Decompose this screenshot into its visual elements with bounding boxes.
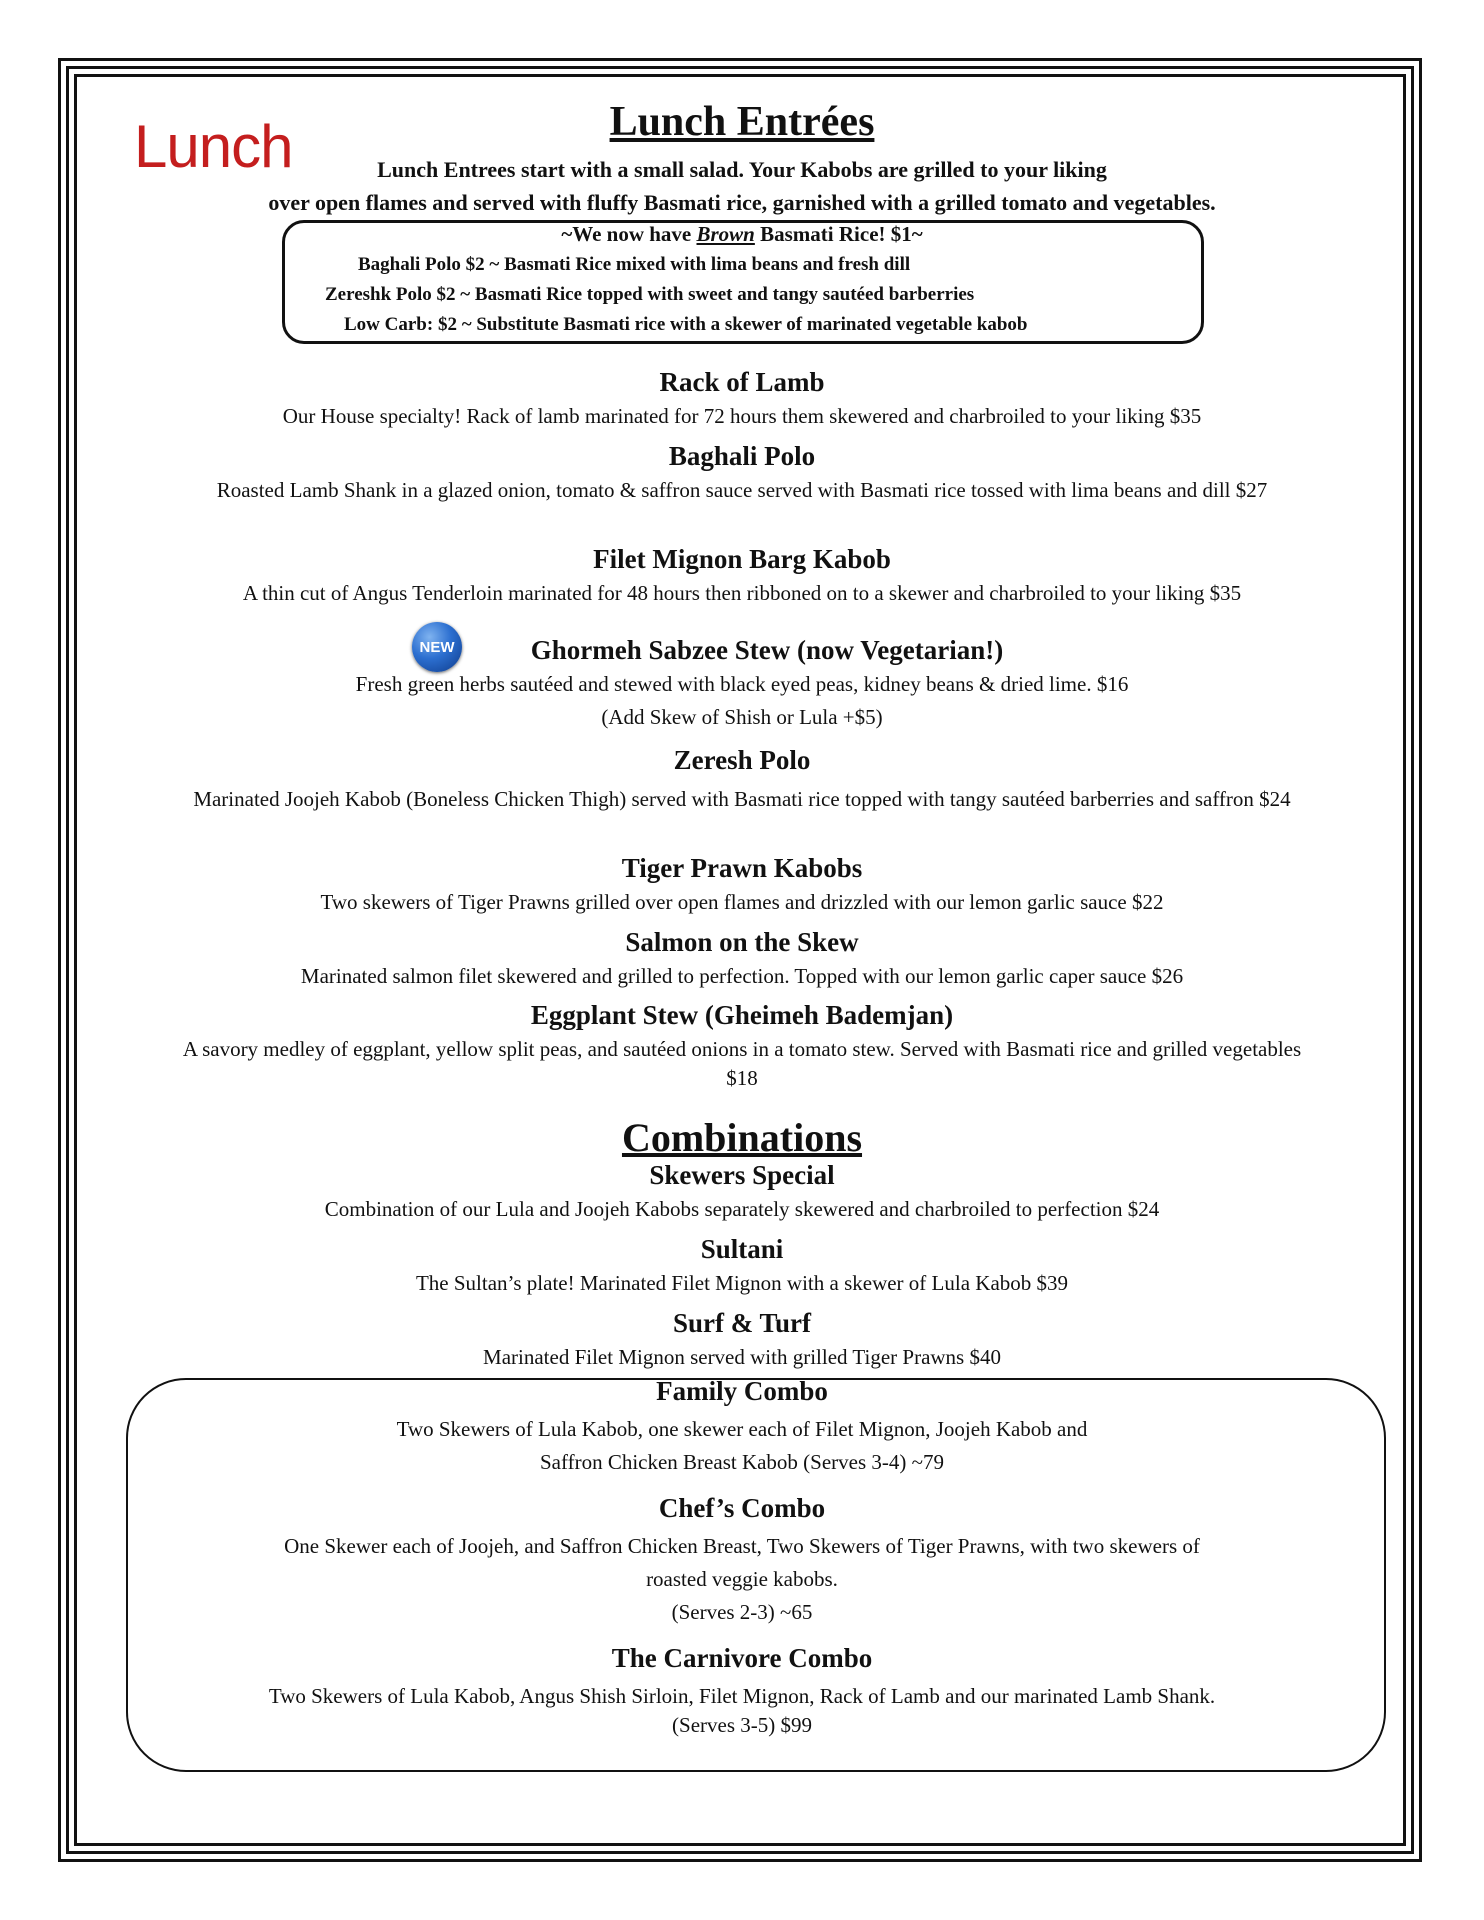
dish-name: Zeresh Polo <box>673 745 811 775</box>
dish-name: Baghali Polo <box>668 441 816 471</box>
combinations-title: Combinations <box>621 1115 863 1160</box>
dish-desc: Roasted Lamb Shank in a glazed onion, tomato & saffron sauce served with Basmati rice tossed with lima beans and dill $27 <box>216 478 1268 502</box>
dish-desc: Marinated Joojeh Kabob (Boneless Chicken Thigh) served with Basmati rice topped with tangy sautéed barberries and saffron $24 <box>193 787 1291 811</box>
combo-desc: One Skewer each of Joojeh, and Saffron Chicken Breast, Two Skewers of Tiger Prawns, with two skewers of <box>284 1534 1200 1558</box>
baghali-rice-option: Baghali Polo $2 ~ Basmati Rice mixed with lima beans and fresh dill <box>358 254 911 275</box>
combo-desc: Combination of our Lula and Joojeh Kabobs separately skewered and charbroiled to perfection $24 <box>324 1197 1160 1221</box>
combo-desc: The Sultan’s plate! Marinated Filet Mignon with a skewer of Lula Kabob $39 <box>415 1271 1069 1295</box>
combo-desc: (Serves 2-3) ~65 <box>671 1600 813 1624</box>
combo-name: Chef’s Combo <box>658 1493 826 1523</box>
brown-rice-suffix: Basmati Rice! $1~ <box>754 222 923 246</box>
dish-name: Ghormeh Sabzee Stew (now Vegetarian!) <box>530 635 1004 665</box>
combo-name: The Carnivore Combo <box>611 1643 873 1673</box>
brown-rice-word: Brown <box>696 222 755 246</box>
combo-name: Surf & Turf <box>672 1308 812 1338</box>
zereshk-rice-option: Zereshk Polo $2 ~ Basmati Rice topped with sweet and tangy sautéed barberries <box>325 284 975 305</box>
intro-line-1: Lunch Entrees start with a small salad. Your Kabobs are grilled to your liking <box>377 157 1107 182</box>
dish-desc: Marinated salmon filet skewered and grilled to perfection. Topped with our lemon garlic caper sauce $26 <box>300 964 1184 988</box>
dish-name: Rack of Lamb <box>659 367 825 397</box>
combo-desc: roasted veggie kabobs. <box>646 1567 838 1591</box>
combo-desc: Saffron Chicken Breast Kabob (Serves 3-4) ~79 <box>539 1450 945 1474</box>
dish-desc: Two skewers of Tiger Prawns grilled over open flames and drizzled with our lemon garlic sauce $22 <box>320 890 1164 914</box>
brown-rice-prefix: ~We now have <box>561 222 697 246</box>
combo-name: Sultani <box>700 1234 784 1264</box>
dish-desc: Our House specialty! Rack of lamb marinated for 72 hours them skewered and charbroiled to your liking $35 <box>282 404 1202 428</box>
dish-desc: Fresh green herbs sautéed and stewed with black eyed peas, kidney beans & dried lime. $16 <box>355 672 1129 696</box>
page-title: Lunch Entrées <box>609 99 875 145</box>
combo-desc: Two Skewers of Lula Kabob, Angus Shish Sirloin, Filet Mignon, Rack of Lamb and our marinated Lamb Shank. <box>268 1684 1216 1708</box>
dish-name: Tiger Prawn Kabobs <box>621 853 863 883</box>
low-carb-option: Low Carb: $2 ~ Substitute Basmati rice with a skewer of marinated vegetable kabob <box>344 314 1028 335</box>
brown-rice-line <box>0 222 1484 247</box>
intro-line-2: over open flames and served with fluffy Basmati rice, garnished with a grilled tomato and vegetables. <box>268 190 1216 215</box>
dish-desc: A thin cut of Angus Tenderloin marinated for 48 hours then ribboned on to a skewer and charbroiled to your liking $35 <box>242 581 1242 605</box>
lunch-logo: Lunch <box>134 113 293 180</box>
dish-name: Eggplant Stew (Gheimeh Bademjan) <box>530 1000 954 1030</box>
dish-name: Salmon on the Skew <box>625 927 859 957</box>
combo-name: Family Combo <box>656 1376 828 1406</box>
combo-desc: (Serves 3-5) $99 <box>672 1713 812 1737</box>
combo-name: Skewers Special <box>649 1160 835 1190</box>
new-badge-icon: NEW <box>412 622 462 672</box>
dish-name: Filet Mignon Barg Kabob <box>593 544 891 574</box>
combo-desc: Two Skewers of Lula Kabob, one skewer each of Filet Mignon, Joojeh Kabob and <box>396 1417 1088 1441</box>
combo-desc: Marinated Filet Mignon served with grilled Tiger Prawns $40 <box>483 1345 1001 1369</box>
dish-extra: (Add Skew of Shish or Lula +$5) <box>601 705 883 729</box>
dish-desc: A savory medley of eggplant, yellow split peas, and sautéed onions in a tomato stew. Served with Basmati rice and grilled vegetables $18 <box>182 1037 1302 1090</box>
